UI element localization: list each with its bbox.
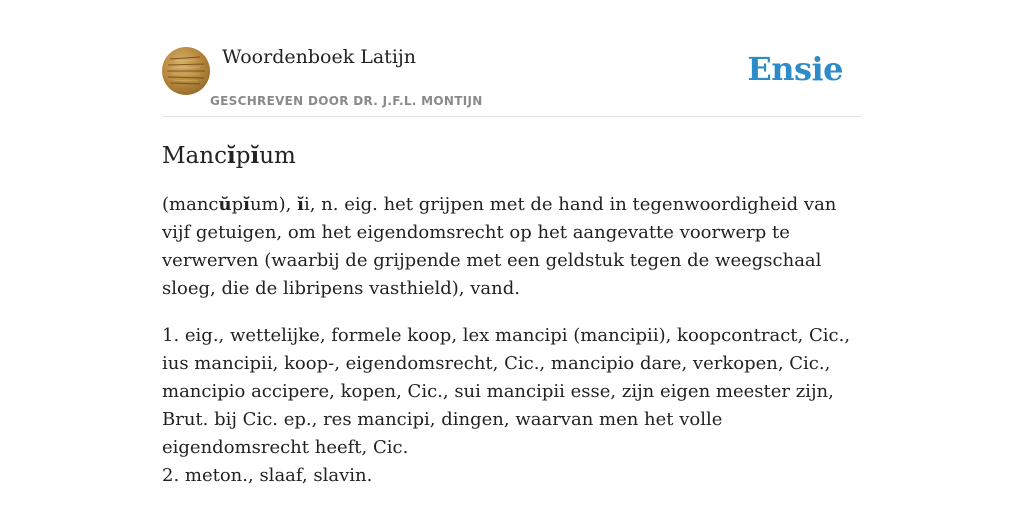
headword-breve-vowel: ĭ [226, 142, 236, 169]
entry-senses [162, 322, 862, 490]
page [162, 0, 862, 490]
definition-breve-vowel: ŭ [218, 194, 232, 215]
entry-definition [162, 191, 862, 303]
sense-2: 2. meton., slaaf, slavin. [162, 465, 373, 486]
sense-1: 1. eig., wettelijke, formele koop, lex mancipi (mancipii), koopcontract, Cic., ius mancipii, koop-, eigendomsrecht, Cic., mancipio dare, verkopen, Cic., mancipio accipere, kopen, Cic., sui mancipii esse, zijn eigen meester zijn, Brut. bij Cic. ep., res mancipi, dingen, waarvan men het volle eigendomsrecht heeft, Cic. [162, 325, 851, 458]
definition-text: i, n. eig. het grijpen met de hand in tegenwoordigheid van vijf getuigen, om het eigendomsrecht op het aangevatte voorwerp te verwerven (waarbij de grijpende met een geldstuk tegen de weegschaal sloeg, die de libripens vasthield), vand. [162, 194, 837, 299]
headword-part: Manc [162, 143, 227, 169]
entry-headword [162, 141, 862, 171]
entry-body [162, 191, 862, 490]
headword-breve-vowel: ĭ [250, 142, 260, 169]
definition-text: (manc [162, 194, 219, 215]
definition-breve-vowel: ĭ [243, 194, 250, 215]
definition-text: um), [249, 194, 298, 215]
headword-part: p [235, 143, 251, 169]
ensie-brand-logo[interactable]: Ensie [747, 50, 843, 88]
coin-logo-icon[interactable] [162, 47, 210, 95]
dictionary-title[interactable]: Woordenboek Latijn [222, 46, 417, 68]
definition-breve-vowel: ĭ [297, 194, 304, 215]
author-byline[interactable]: GESCHREVEN DOOR DR. J.F.L. MONTIJN [210, 94, 483, 108]
definition-text: p [231, 194, 244, 215]
headword-part: um [259, 143, 296, 169]
site-header [162, 0, 862, 117]
